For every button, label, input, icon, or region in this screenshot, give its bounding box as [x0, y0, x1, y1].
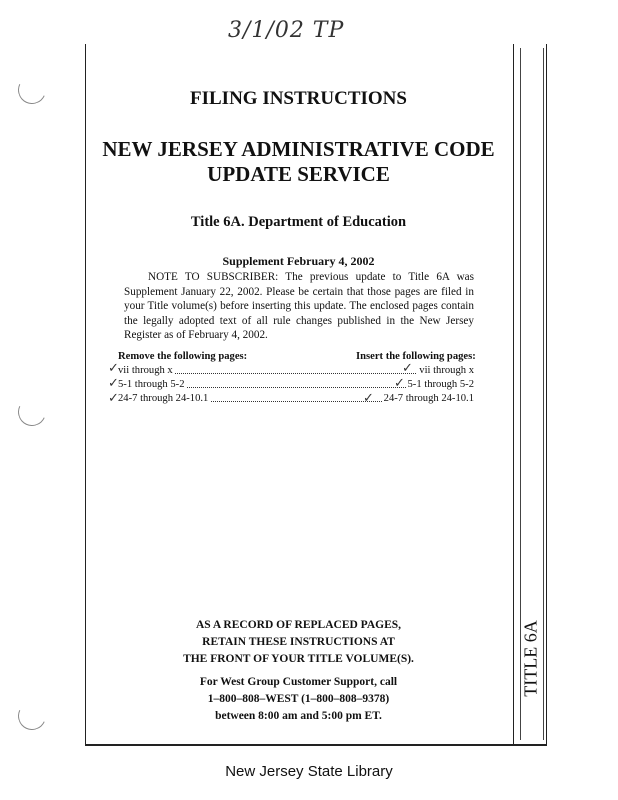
insert-header: Insert the following pages: [356, 351, 476, 362]
insert-pages: 24-7 through 24-10.1 [383, 393, 474, 404]
record-line-3: THE FRONT OF YOUR TITLE VOLUME(S). [183, 653, 414, 665]
page-title: FILING INSTRUCTIONS [190, 88, 407, 109]
checkmark-icon: ✓ [363, 390, 374, 405]
subscriber-note: NOTE TO SUBSCRIBER: The previous update to Title 6A was Supplement January 22, 2002. Please be certain that those pages are filed in your Title volume(s) before inserting this update. The enclosed pages contain the legally adopted text of all rule changes published in the New Jersey Register as of February 4, 2002. [124, 271, 474, 341]
support-line-1: For West Group Customer Support, call [199, 676, 398, 688]
record-line-1: AS A RECORD OF REPLACED PAGES, [195, 619, 402, 631]
handwritten-date-note: 3/1/02 TP [228, 18, 345, 43]
remove-header: Remove the following pages: [118, 351, 248, 362]
subtitle-line-2: UPDATE SERVICE [207, 162, 390, 186]
support-hours: between 8:00 am and 5:00 pm ET. [215, 710, 382, 722]
checkmark-icon: ✓ [108, 360, 119, 375]
table-row [116, 393, 476, 407]
title-tab-label: TITLE 6A [520, 620, 541, 697]
insert-pages: vii through x [419, 365, 474, 376]
remove-pages: 24-7 through 24-10.1 [118, 393, 209, 404]
support-info [85, 674, 512, 725]
record-instructions [85, 617, 512, 668]
checkmark-icon: ✓ [402, 360, 413, 375]
insert-pages: 5-1 through 5-2 [407, 379, 474, 390]
table-row [116, 379, 476, 393]
punch-hole-bottom [14, 698, 50, 734]
title-section: Title 6A. Department of Education [190, 214, 407, 230]
remove-pages: vii through x [118, 365, 173, 376]
checkmark-icon: ✓ [394, 375, 405, 390]
support-phone: 1–800–808–WEST (1–800–808–9378) [207, 693, 390, 705]
remove-pages: 5-1 through 5-2 [118, 379, 185, 390]
punch-hole-top [14, 72, 50, 108]
punch-hole-middle [14, 394, 50, 430]
table-row [116, 365, 476, 379]
checkmark-icon: ✓ [108, 375, 119, 390]
record-line-2: RETAIN THESE INSTRUCTIONS AT [202, 636, 395, 648]
subtitle [85, 137, 512, 187]
library-stamp: New Jersey State Library [225, 763, 393, 780]
checkmark-icon: ✓ [108, 390, 119, 405]
subtitle-line-1: NEW JERSEY ADMINISTRATIVE CODE [102, 137, 495, 161]
supplement-date: Supplement February 4, 2002 [222, 254, 375, 268]
